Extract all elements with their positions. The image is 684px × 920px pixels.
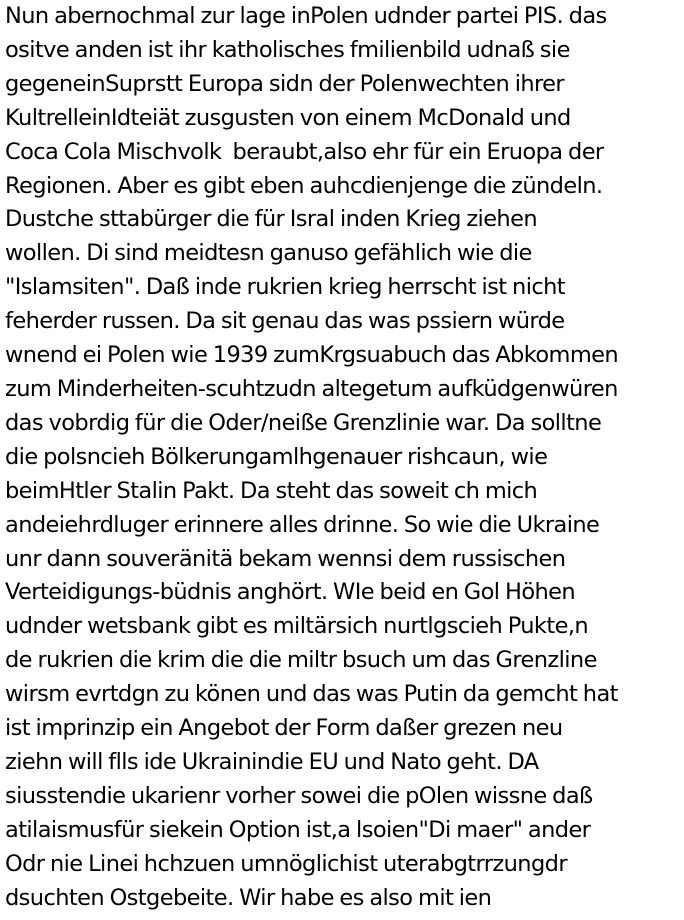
text-line: zum Minderheiten-scuhtzudn altegetum aufküdgenwüren — [5, 375, 618, 402]
text-line: Coca Cola Mischvolk beraubt,also ehr für ein Eruopa der — [5, 138, 604, 165]
text-line: ositve anden ist ihr katholisches fmilienbild udnaß sie — [5, 36, 570, 63]
text-line: unr dann souveränitä bekam wennsi dem russischen — [5, 545, 566, 572]
text-line: beimHtler Stalin Pakt. Da steht das soweit ch mich — [5, 477, 538, 504]
text-line: wollen. Di sind meidtesn ganuso gefählich wie die — [5, 240, 532, 267]
text-line: Verteidigungs-büdnis anghört. WIe beid en Gol Höhen — [5, 579, 576, 606]
text-line: udnder wetsbank gibt es miltärsich nurtlgscieh Pukte,n — [5, 613, 589, 640]
text-line: die polsncieh Bölkerungamlhgenauer rishcaun, wie — [5, 443, 548, 470]
text-line: dsuchten Ostgebeite. Wir habe es also mit ien — [5, 884, 492, 911]
text-line: de rukrien die krim die die miltr bsuch um das Grenzline — [5, 647, 597, 674]
text-line: Nun abernochmal zur lage inPolen udnder partei PIS. das — [5, 3, 607, 29]
text-line: KultrelleinIdteiät zusgusten von einem McDonald und — [5, 104, 571, 131]
text-line: andeiehrdluger erinnere alles drinne. So wie die Ukraine — [5, 511, 600, 538]
text-line: ziehn will flls ide Ukrainindie EU und Nato geht. DA — [5, 748, 539, 775]
text-line: Regionen. Aber es gibt eben auhcdienjenge die zündeln. — [5, 172, 603, 199]
text-line: siusstendie ukarienr vorher sowei die pOlen wissne daß — [5, 782, 593, 809]
text-line: ist imprinzip ein Angebot der Form daßer grezen neu — [5, 715, 563, 742]
text-line: Odr nie Linei hchzuen umnöglichist uterabgtrrzungdr — [5, 850, 567, 877]
text-line: "Islamsiten". Daß inde rukrien krieg herrscht ist nicht — [5, 274, 565, 301]
text-line: das vobrdig für die Oder/neiße Grenzlinie war. Da solltne — [5, 409, 602, 436]
text-line: wnend ei Polen wie 1939 zumKrgsuabuch das Abkommen — [5, 342, 619, 369]
text-line: Dustche sttabürger die für Isral inden Krieg ziehen — [5, 206, 537, 233]
text-line: gegeneinSuprstt Europa sidn der Polenwechten ihrer — [5, 70, 565, 97]
text-line: feherder russen. Da sit genau das was pssiern würde — [5, 308, 565, 335]
text-line: wirsm evrtdgn zu könen und das was Putin da gemcht hat — [5, 681, 618, 708]
text-line: atilaismusfür siekein Option ist,a lsoien"Di maer" ander — [5, 816, 591, 843]
body-text — [5, 0, 684, 915]
